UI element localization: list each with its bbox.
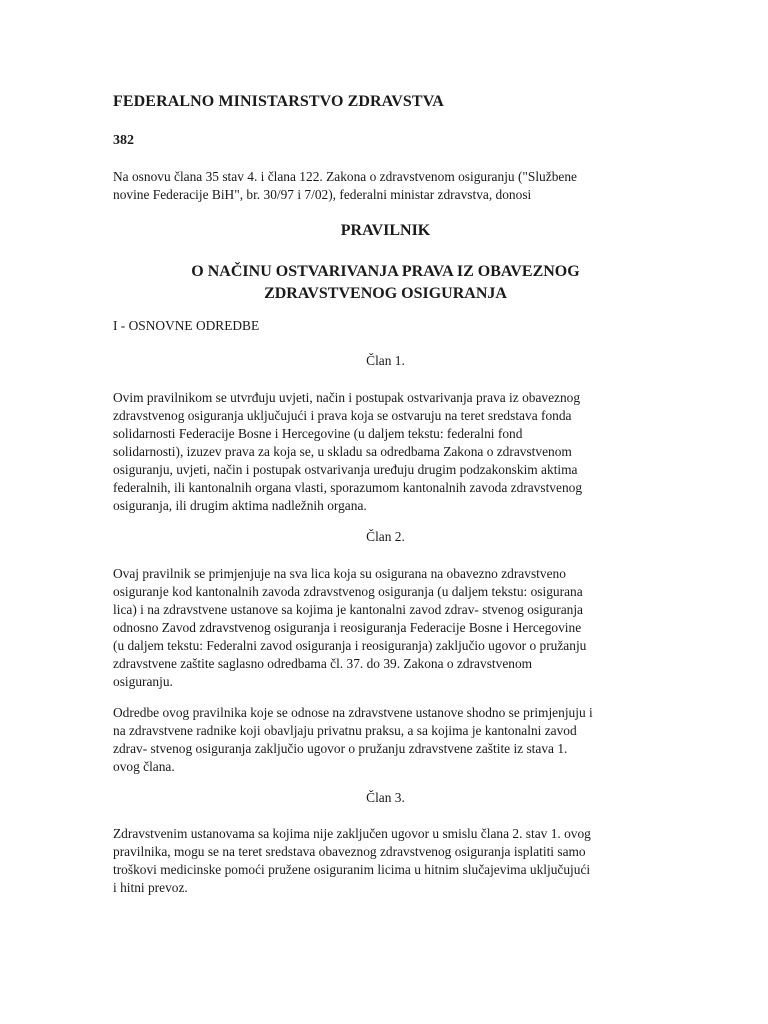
intro-line: Na osnovu člana 35 stav 4. i člana 122. Zakona o zdravstvenom osiguranju ("Službene: [113, 169, 577, 184]
subtitle-line: ZDRAVSTVENOG OSIGURANJA: [264, 285, 507, 302]
paragraph-line: troškovi medicinske pomoći pružene osiguranim licima u hitnim slučajevima uključujući: [113, 862, 591, 877]
article-paragraph: [113, 825, 658, 897]
paragraph-line: osiguranju, uvjeti, način i postupak ostvarivanja uređuju drugim podzakonskim aktima: [113, 462, 578, 477]
paragraph-line: odnosno Zavod zdravstvenog osiguranja i reosiguranja Federacije Bosne i Hercegovine: [113, 620, 582, 635]
paragraph-line: Odredbe ovog pravilnika koje se odnose na zdravstvene ustanove shodno se primjenjuju i: [113, 705, 593, 720]
subtitle-line: O NAČINU OSTVARIVANJA PRAVA IZ OBAVEZNOG: [191, 263, 580, 280]
document-number: 382: [113, 133, 134, 148]
article-paragraph: [113, 704, 658, 776]
paragraph-line: ovog člana.: [113, 759, 175, 774]
paragraph-line: lica) i na zdravstvene ustanove sa kojima je kantonalni zavod zdrav- stvenog osiguranja: [113, 602, 583, 617]
paragraph-line: na zdravstvene radnike koji obavljaju privatnu praksu, a sa kojima je kantonalni zavod: [113, 723, 577, 738]
article-heading: Član 3.: [366, 790, 405, 805]
paragraph-line: federalnih, ili kantonalnih organa vlasti, sporazumom kantonalnih zavoda zdravstvenog: [113, 480, 583, 495]
paragraph-line: osiguranje kod kantonalnih zavoda zdravstvenog osiguranja (u daljem tekstu: osigurana: [113, 584, 583, 599]
article-paragraph: [113, 565, 658, 691]
ministry-heading: FEDERALNO MINISTARSTVO ZDRAVSTVA: [113, 93, 444, 110]
section-heading: I - OSNOVNE ODREDBE: [113, 318, 260, 333]
intro-paragraph: [113, 168, 658, 204]
paragraph-line: i hitni prevoz.: [113, 880, 188, 895]
paragraph-line: Zdravstvenim ustanovama sa kojima nije zaključen ugovor u smislu člana 2. stav 1. ovog: [113, 826, 591, 841]
paragraph-line: pravilnika, mogu se na teret sredstava obaveznog zdravstvenog osiguranja isplatiti samo: [113, 844, 586, 859]
paragraph-line: solidarnosti), izuzev prava za koja se, u skladu sa odredbama Zakona o zdravstvenom: [113, 444, 572, 459]
paragraph-line: zdravstvene zaštite saglasno odredbama čl. 37. do 39. Zakona o zdravstvenom: [113, 656, 533, 671]
paragraph-line: osiguranja, ili drugim aktima nadležnih organa.: [113, 498, 367, 513]
article-heading: Član 1.: [366, 353, 405, 368]
article-heading: Član 2.: [366, 529, 405, 544]
paragraph-line: zdravstvenog osiguranja uključujući i prava koja se ostvaruju na teret sredstava fonda: [113, 408, 572, 423]
paragraph-line: (u daljem tekstu: Federalni zavod osiguranja i reosiguranja) zaključio ugovor o pružanju: [113, 638, 587, 653]
paragraph-line: zdrav- stvenog osiguranja zaključio ugovor o pružanju zdravstvene zaštite iz stava 1.: [113, 741, 568, 756]
paragraph-line: Ovim pravilnikom se utvrđuju uvjeti, način i postupak ostvarivanja prava iz obaveznog: [113, 390, 581, 405]
paragraph-line: solidarnosti Federacije Bosne i Hercegovine (u daljem tekstu: federalni fond: [113, 426, 523, 441]
document-title: PRAVILNIK: [340, 222, 431, 239]
paragraph-line: Ovaj pravilnik se primjenjuje na sva lica koja su osigurana na obavezno zdravstveno: [113, 566, 566, 581]
paragraph-line: osiguranju.: [113, 674, 173, 689]
intro-line: novine Federacije BiH", br. 30/97 i 7/02), federalni ministar zdravstva, donosi: [113, 187, 532, 202]
document-subtitle: [113, 261, 658, 305]
article-paragraph: [113, 389, 658, 515]
